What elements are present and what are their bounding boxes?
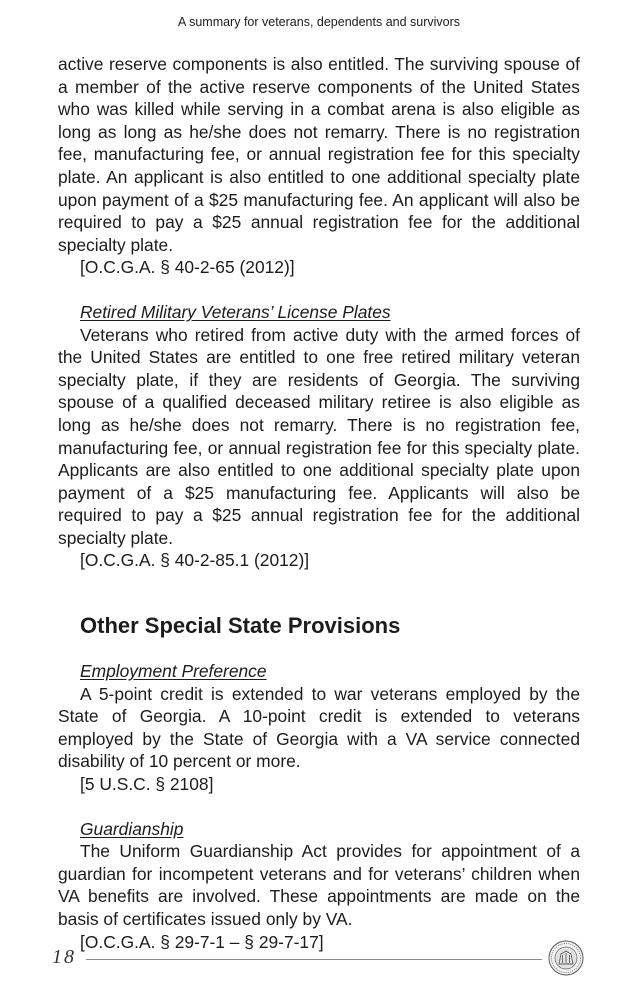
employment-paragraph: A 5-point credit is extended to war veterans employed by the State of Georgia. A 10-point credit is extended to veterans employed by the State of Georgia with a VA service connected disability of 10 percent or more. bbox=[58, 683, 580, 772]
guardianship-heading: Guardianship bbox=[80, 818, 184, 839]
spacer bbox=[58, 640, 580, 660]
page-footer bbox=[52, 940, 584, 978]
intro-citation: [O.C.G.A. § 40-2-65 (2012)] bbox=[80, 257, 295, 278]
retired-plates-citation: [O.C.G.A. § 40-2-85.1 (2012)] bbox=[80, 550, 310, 571]
spacer bbox=[58, 572, 580, 612]
guardianship-paragraph: The Uniform Guardianship Act provides for appointment of a guardian for incompetent veterans and for veterans’ children when VA benefits are involved. These appointments are made on the basis of certificates issued only by VA. bbox=[58, 841, 580, 929]
employment-citation: [5 U.S.C. § 2108] bbox=[80, 774, 214, 795]
section-title: Other Special State Provisions bbox=[80, 613, 401, 639]
page-number: 18 bbox=[52, 946, 76, 968]
employment-heading: Employment Preference bbox=[80, 661, 267, 682]
retired-plates-paragraph: Veterans who retired from active duty with the armed forces of the United States are entitled to one free retired military veteran specialty plate, if they are residents of Georgia. The surviving spouse of a qualified deceased military retiree is also eligible as long as he/she does not remarry. There is no registration fee, manufacturing fee, or annual registration fee for this specialty plate. Applicants are also entitled to one additional specialty plate upon payment of a $25 manufacturing fee. Applicants will also be required to pay a $25 annual registration fee for the additional specialty plate. bbox=[58, 324, 580, 548]
footer-rule bbox=[86, 959, 542, 960]
page-body bbox=[58, 53, 580, 953]
intro-paragraph: active reserve components is also entitled. The surviving spouse of a member of the active reserve components of the United States who was killed while serving in a combat arena is also eligible as long as long as he/she does not remarry. There is no registration fee, manufacturing fee, or annual registration fee for this specialty plate. An applicant is also entitled to one additional specialty plate upon payment of a $25 manufacturing fee. An applicant will also be required to pay a $25 annual registration fee for the additional specialty plate. bbox=[58, 54, 580, 255]
running-head: A summary for veterans, dependents and survivors bbox=[177, 15, 461, 29]
spacer bbox=[58, 796, 580, 818]
spacer bbox=[58, 279, 580, 301]
state-seal-icon bbox=[548, 940, 584, 976]
guardianship-citation: [O.C.G.A. § 29-7-1 – § 29-7-17] bbox=[80, 931, 324, 952]
retired-plates-heading: Retired Military Veterans’ License Plates bbox=[80, 301, 391, 322]
